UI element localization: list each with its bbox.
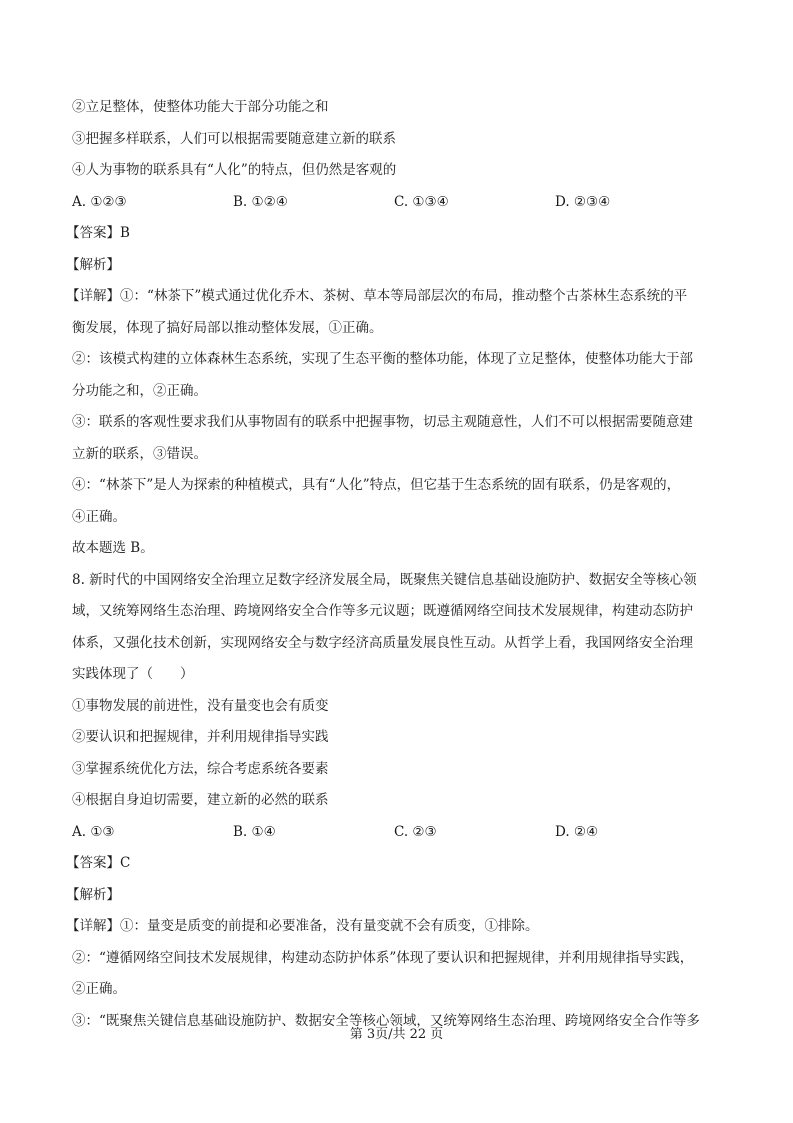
q8-statement: ①事物发展的前进性，没有量变也会有质变 [72, 697, 329, 714]
q8-statement: ②要认识和把握规律，并利用规律指导实践 [72, 729, 329, 745]
q7-detail-line: 【详解】①：“林茶下”模式通过优化乔木、茶树、草本等局部层次的布局，推动整个古茶林生态系统的平 [66, 288, 688, 304]
q7-detail-line: ④：“林茶下”是人为探索的种植模式，具有“人化”特点，但它基于生态系统的固有联系，仍是客观的， [72, 477, 681, 493]
q8-statement: ③掌握系统优化方法，综合考虑系统各要素 [72, 760, 329, 777]
q7-detail-line: 衡发展，体现了搞好局部以推动整体发展，①正确。 [72, 319, 383, 336]
q7-statement: ②立足整体，使整体功能大于部分功能之和 [72, 99, 329, 115]
q7-option-c: C. ①③④ [394, 193, 449, 210]
q7-option-b: B. ①②④ [233, 193, 288, 210]
q7-answer: 【答案】B [66, 225, 130, 241]
q7-options [72, 187, 727, 219]
q8-detail-line: ②正确。 [72, 981, 126, 997]
q8-stem-line: 体系，又强化技术创新，实现网络安全与数字经济高质量发展良性互动。从哲学上看，我国网络安全治理 [72, 634, 693, 651]
q8-answer: 【答案】C [66, 855, 131, 871]
q8-options [72, 817, 727, 849]
q8-detail-line: 【详解】①：量变是质变的前提和必要准备，没有量变就不会有质变，①排除。 [66, 918, 539, 934]
document-page [66, 92, 727, 1037]
q7-conclusion: 故本题选 B。 [72, 540, 154, 556]
q7-detail-line: ④正确。 [72, 508, 126, 525]
page-footer-number: 第 3页/共 22 页 [349, 1027, 444, 1042]
q8-detail-line: ③：“既聚焦关键信息基础设施防护、数据安全等核心领域，又统筹网络生态治理、跨境网络安全合作等多 [72, 1012, 700, 1029]
q8-stem-line: 域，又统筹网络生态治理、跨境网络安全合作等多元议题；既遵循网络空间技术发展规律，构建动态防护 [72, 603, 693, 619]
q8-stem-line: 实践体现了（ ） [72, 666, 194, 682]
q7-option-a: A. ①②③ [72, 193, 127, 210]
q7-detail-line: 立新的联系，③错误。 [72, 445, 207, 462]
q7-option-d: D. ②③④ [555, 193, 611, 210]
q8-option-c: C. ②③ [394, 823, 437, 840]
q8-statement: ④根据自身迫切需要，建立新的必然的联系 [72, 792, 329, 808]
q7-statement: ④人为事物的联系具有“人化”的特点，但仍然是客观的 [72, 162, 397, 178]
q7-detail-line: ②：该模式构建的立体森林生态系统，实现了生态平衡的整体功能，体现了立足整体，使整体功能大于部 [72, 351, 693, 367]
q8-option-d: D. ②④ [555, 823, 599, 840]
q8-stem-line: 8. 新时代的中国网络安全治理立足数字经济发展全局，既聚焦关键信息基础设施防护、数据安全等核心领 [72, 571, 697, 588]
q8-option-a: A. ①③ [72, 823, 115, 840]
q7-statement: ③把握多样联系，人们可以根据需要随意建立新的联系 [72, 130, 396, 147]
q7-detail-line: ③：联系的客观性要求我们从事物固有的联系中把握事物，切忌主观随意性，人们不可以根据需要随意建 [72, 414, 693, 430]
q8-detail-line: ②：“遵循网络空间技术发展规律，构建动态防护体系”体现了要认识和把握规律，并利用规律指导实践， [72, 949, 694, 966]
q7-analysis-label: 【解析】 [66, 256, 120, 273]
q8-analysis-label: 【解析】 [66, 886, 120, 903]
q8-option-b: B. ①④ [233, 823, 276, 840]
q7-detail-line: 分功能之和，②正确。 [72, 382, 207, 399]
